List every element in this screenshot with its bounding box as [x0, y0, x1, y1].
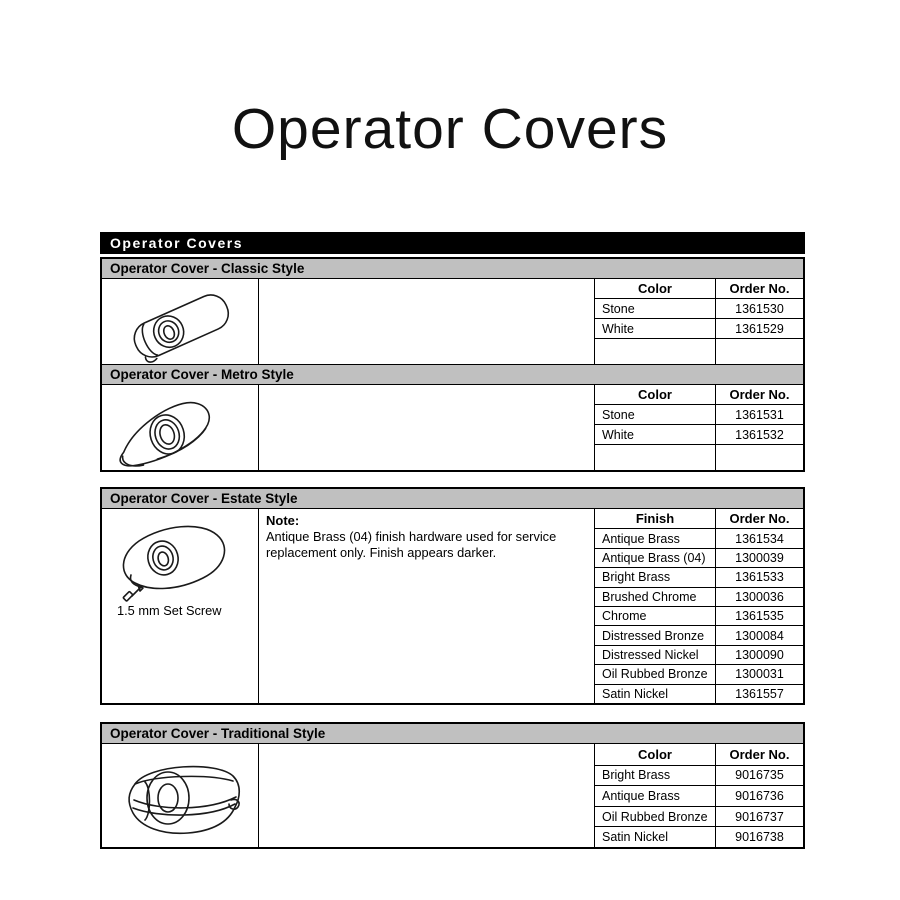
estate-subtable-header	[595, 509, 803, 529]
section-estate-row	[102, 509, 803, 703]
order-value: 9016738	[735, 830, 784, 845]
traditional-subtable-header	[595, 744, 803, 766]
order-value: 1361557	[735, 686, 784, 701]
traditional-blank-cell	[259, 744, 595, 847]
order-value: 9016737	[735, 809, 784, 824]
block-traditional	[100, 722, 805, 849]
order-value: 1300031	[735, 667, 784, 682]
table-row	[595, 405, 803, 425]
traditional-cover-illustration	[105, 748, 255, 846]
note-label: Note:	[266, 513, 300, 528]
estate-col-order: Order No.	[729, 511, 790, 527]
estate-col-finish: Finish	[595, 509, 716, 528]
table-row	[595, 807, 803, 828]
order-value: 9016736	[735, 788, 784, 803]
order-value: 9016735	[735, 768, 784, 783]
table-row	[595, 425, 803, 445]
color-value: Oil Rubbed Bronze	[595, 807, 716, 827]
classic-col-order: Order No.	[729, 281, 790, 296]
table-row	[595, 786, 803, 807]
metro-image-cell	[102, 385, 259, 470]
traditional-col-order: Order No.	[729, 746, 790, 762]
finish-value: Distressed Bronze	[595, 626, 716, 644]
table-row	[595, 529, 803, 548]
order-value: 1300084	[735, 628, 784, 643]
table-row	[595, 549, 803, 568]
classic-subtable	[595, 279, 803, 364]
table-row	[595, 588, 803, 607]
order-value: 1361532	[735, 427, 784, 442]
order-value: 1361534	[735, 531, 784, 546]
table-row	[595, 665, 803, 684]
metro-col-color: Color	[595, 385, 716, 404]
color-value: Stone	[595, 405, 716, 424]
page-title: Operator Covers	[231, 97, 669, 161]
order-value: 1300039	[735, 551, 784, 566]
finish-value: Bright Brass	[595, 568, 716, 586]
section-metro-row	[102, 385, 803, 470]
estate-note-cell	[259, 509, 595, 703]
classic-image-cell	[102, 279, 259, 364]
finish-value: Satin Nickel	[595, 685, 716, 703]
section-header-metro: Operator Cover - Metro Style	[102, 365, 803, 385]
empty-cell	[716, 445, 803, 470]
table-row	[595, 766, 803, 787]
color-value: Antique Brass	[595, 786, 716, 806]
order-value: 1300090	[735, 648, 784, 663]
block-estate	[100, 487, 805, 705]
traditional-subtable	[595, 744, 803, 847]
color-value: Satin Nickel	[595, 827, 716, 847]
metro-subtable-header	[595, 385, 803, 405]
estate-subtable	[595, 509, 803, 703]
finish-value: Antique Brass	[595, 529, 716, 547]
traditional-image-cell	[102, 744, 259, 847]
set-screw-caption: 1.5 mm Set Screw	[117, 603, 222, 618]
classic-blank-cell	[259, 279, 595, 364]
table-row	[595, 626, 803, 645]
table-row	[595, 299, 803, 319]
table-banner: Operator Covers	[100, 232, 805, 254]
color-value: White	[595, 425, 716, 444]
estate-cover-illustration	[105, 513, 255, 605]
color-value: Stone	[595, 299, 716, 318]
order-value: 1361531	[735, 407, 784, 422]
color-value: White	[595, 319, 716, 338]
finish-value: Oil Rubbed Bronze	[595, 665, 716, 683]
metro-subtable	[595, 385, 803, 470]
table-row	[595, 646, 803, 665]
table-row	[595, 319, 803, 339]
order-value: 1361529	[735, 321, 784, 336]
empty-cell	[595, 339, 716, 364]
table-row	[595, 568, 803, 587]
order-value: 1361530	[735, 301, 784, 316]
empty-cell	[716, 339, 803, 364]
table-row-filler	[595, 445, 803, 470]
estate-image-cell	[102, 509, 259, 703]
section-traditional-row	[102, 744, 803, 847]
note-text: Antique Brass (04) finish hardware used for service replacement only. Finish appears darker.	[266, 529, 557, 560]
order-value: 1361535	[735, 609, 784, 624]
finish-value: Antique Brass (04)	[595, 549, 716, 567]
finish-value: Chrome	[595, 607, 716, 625]
traditional-col-color: Color	[595, 744, 716, 765]
order-value: 1361533	[735, 570, 784, 585]
classic-cover-illustration	[105, 283, 255, 364]
metro-blank-cell	[259, 385, 595, 470]
color-value: Bright Brass	[595, 766, 716, 786]
table-row-filler	[595, 339, 803, 364]
table-row	[595, 607, 803, 626]
block-classic-metro	[100, 257, 805, 472]
metro-cover-illustration	[105, 389, 255, 470]
table-row	[595, 685, 803, 703]
finish-value: Brushed Chrome	[595, 588, 716, 606]
table-row	[595, 827, 803, 847]
classic-subtable-header	[595, 279, 803, 299]
section-classic-row	[102, 279, 803, 365]
section-header-classic: Operator Cover - Classic Style	[102, 259, 803, 279]
empty-cell	[595, 445, 716, 470]
section-header-traditional: Operator Cover - Traditional Style	[102, 724, 803, 744]
section-header-estate: Operator Cover - Estate Style	[102, 489, 803, 509]
classic-col-color: Color	[595, 279, 716, 298]
finish-value: Distressed Nickel	[595, 646, 716, 664]
order-value: 1300036	[735, 589, 784, 604]
metro-col-order: Order No.	[729, 387, 790, 402]
